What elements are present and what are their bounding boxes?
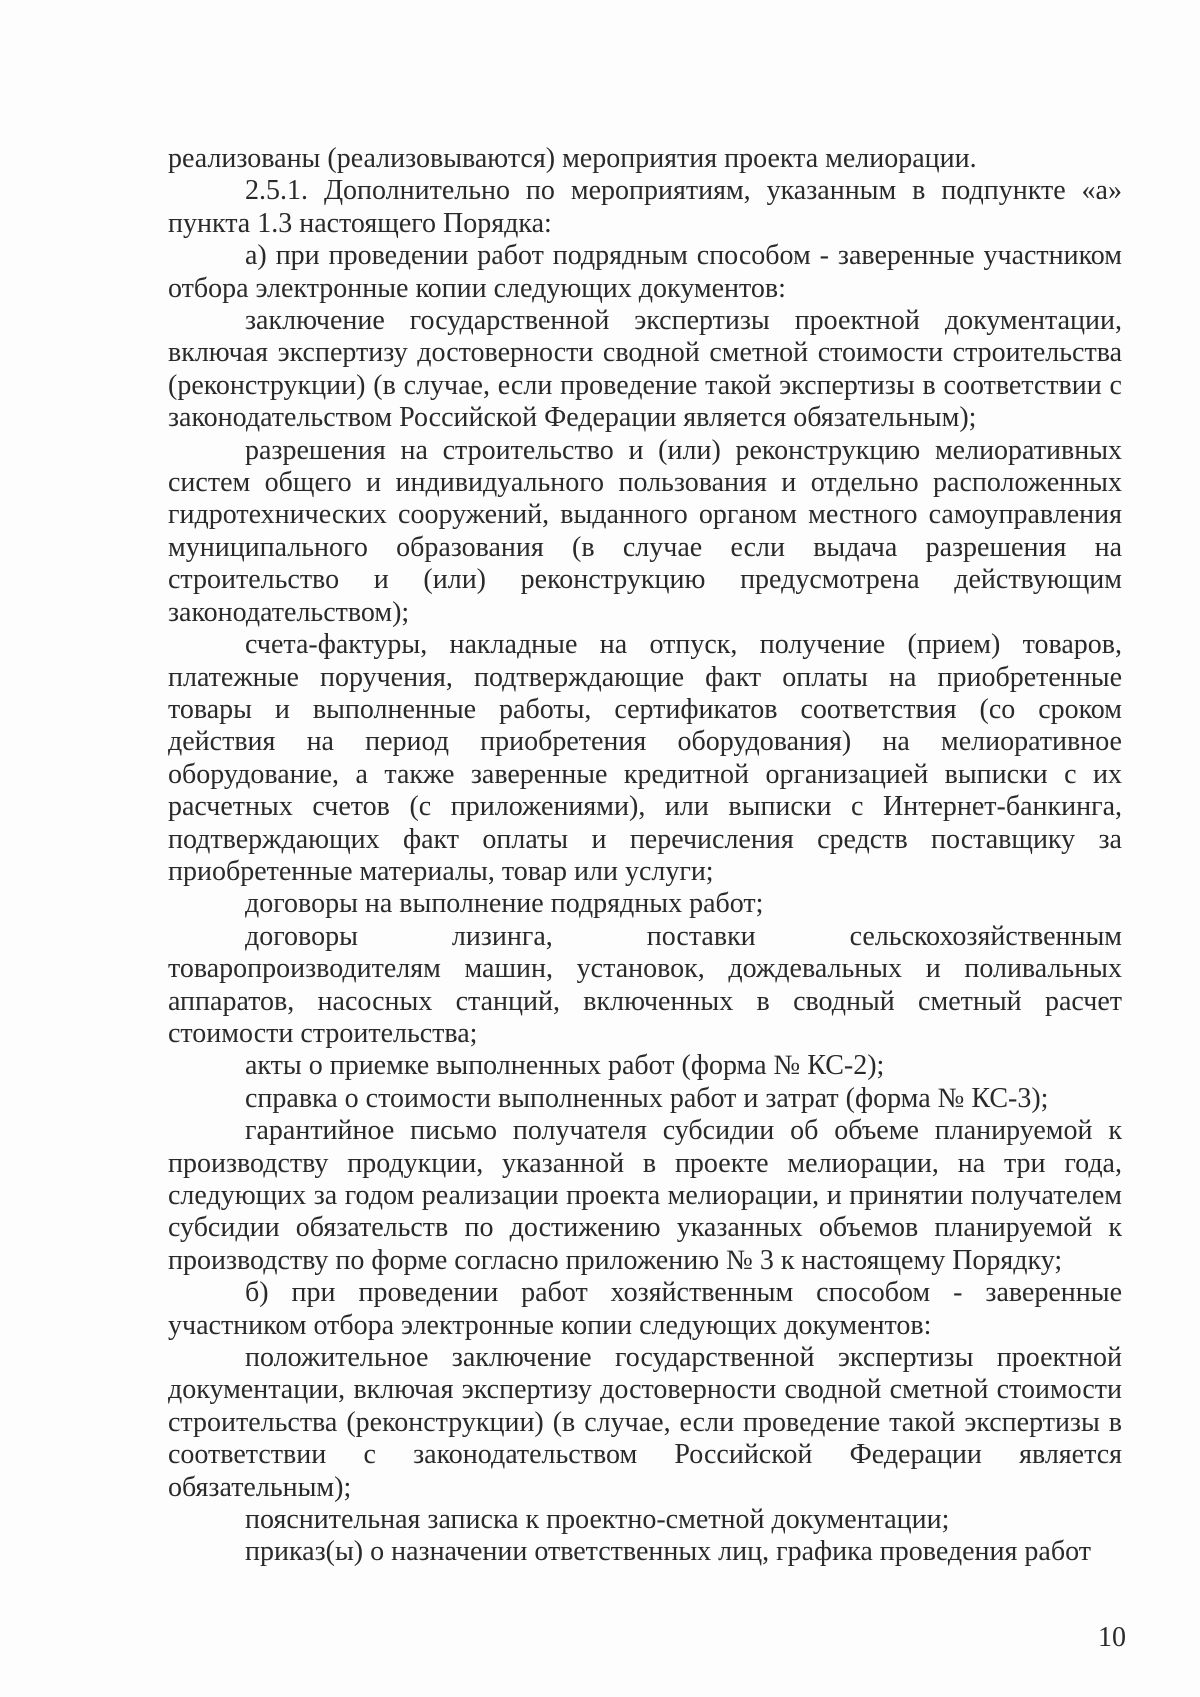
- paragraph-continuation: реализованы (реализовываются) мероприятия проекта мелиорации.: [168, 143, 977, 174]
- paragraph-cost-certificate: справка о стоимости выполненных работ и затрат (форма № КС-3);: [245, 1082, 1049, 1114]
- page-number: 10: [1098, 1622, 1126, 1653]
- paragraph-explanatory-note: пояснительная записка к проектно-сметной документации;: [245, 1504, 950, 1536]
- paragraph-invoices: счета-фактуры, накладные на отпуск, получение (прием) товаров, платежные поручения, подтверждающие факт оплаты на приобретенные товары и выполненные работы, сертификатов соответствия (со сроком действия на период приобретения оборудования) на мелиоративное оборудование, а также заверенные кредитной организацией выписки с их расчетных счетов (с приложениями), или выписки с Интернет-банкинга, подтверждающих факт оплаты и перечисления средств поставщику за приобретенные материалы, товар или услуги;: [168, 629, 1122, 887]
- document-body: [168, 143, 1122, 1569]
- paragraph-orders: приказ(ы) о назначении ответственных лиц, графика проведения работ: [245, 1536, 1091, 1568]
- paragraph-clause-2-5-1: 2.5.1. Дополнительно по мероприятиям, указанным в подпункте «а» пункта 1.3 настоящего Порядка:: [168, 175, 1122, 239]
- paragraph-construction-permits: разрешения на строительство и (или) реконструкцию мелиоративных систем общего и индивидуального пользования и отдельно расположенных гидротехнических сооружений, выданного органом местного самоуправления муниципального образования (в случае если выдача разрешения на строительство и (или) реконструкцию предусмотрена действующим законодательством);: [168, 434, 1122, 628]
- paragraph-guarantee-letter: гарантийное письмо получателя субсидии об объеме планируемой к производству продукции, указанной в проекте мелиорации, на три года, следующих за годом реализации проекта мелиорации, и принятии получателем субсидии обязательств по достижению указанных объемов планируемой к производству по форме согласно приложению № 3 к настоящему Порядку;: [168, 1115, 1122, 1276]
- paragraph-positive-conclusion: положительное заключение государственной экспертизы проектной документации, включая экспертизу достоверности сводной сметной стоимости строительства (реконструкции) (в случае, если проведение такой экспертизы в соответствии с законодательством Российской Федерации является обязательным);: [168, 1342, 1122, 1503]
- paragraph-leasing-agreements: договоры лизинга, поставки сельскохозяйственным товаропроизводителям машин, установок, дождевальных и поливальных аппаратов, насосных станций, включенных в сводный сметный расчет стоимости строительства;: [168, 920, 1122, 1049]
- paragraph-acceptance-acts: акты о приемке выполненных работ (форма № КС-2);: [245, 1050, 885, 1082]
- paragraph-subitem-b: б) при проведении работ хозяйственным способом - заверенные участником отбора электронные копии следующих документов:: [168, 1277, 1122, 1341]
- paragraph-contract-agreements: договоры на выполнение подрядных работ;: [245, 888, 764, 920]
- paragraph-expertise-conclusion: заключение государственной экспертизы проектной документации, включая экспертизу достоверности сводной сметной стоимости строительства (реконструкции) (в случае, если проведение такой экспертизы в соответствии с законодательством Российской Федерации является обязательным);: [168, 305, 1122, 434]
- paragraph-subitem-a: а) при проведении работ подрядным способом - заверенные участником отбора электронные копии следующих документов:: [168, 240, 1122, 304]
